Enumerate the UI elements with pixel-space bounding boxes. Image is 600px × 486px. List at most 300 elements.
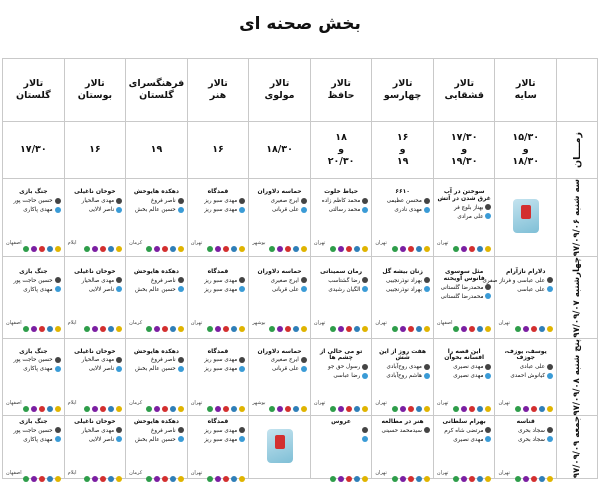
person-icon xyxy=(362,286,368,292)
city-label: کرمان xyxy=(129,399,143,406)
performance-title: قمدگاه xyxy=(207,268,229,276)
performance-cell[interactable] xyxy=(187,338,249,416)
genre-icon xyxy=(338,246,344,252)
day-row xyxy=(3,338,598,416)
performance-cell[interactable] xyxy=(372,338,434,416)
person-icon xyxy=(485,213,491,219)
genre-icon xyxy=(338,476,344,482)
city-label: کرمان xyxy=(129,469,143,476)
genre-icon xyxy=(515,406,521,412)
genre-icon xyxy=(116,246,122,252)
credit-name: مهدی نصیری xyxy=(453,436,484,443)
genre-icon xyxy=(392,246,398,252)
performance-title: تو می خالی از چشم ها xyxy=(319,347,363,362)
credit-name: حسین حاجت پور xyxy=(13,357,53,364)
credit-name: ناصر فروغ xyxy=(151,198,176,204)
credit-line xyxy=(314,286,369,295)
genre-icon xyxy=(400,406,406,412)
person-icon xyxy=(424,373,430,379)
genre-icon xyxy=(277,326,283,332)
performance-title: خوخان ناغیلی xyxy=(74,268,116,276)
pen-icon xyxy=(178,427,184,433)
credit-name: ایرج صغیری xyxy=(270,198,299,204)
pen-icon xyxy=(362,277,368,283)
city-label: بوشهر xyxy=(252,399,266,406)
genre-icon xyxy=(416,476,422,482)
genre-icon xyxy=(285,326,291,332)
city-label: تهران xyxy=(190,240,203,247)
pen-icon xyxy=(239,357,245,363)
credit-line xyxy=(498,372,553,381)
showtime: ۱۸/۳۰ xyxy=(249,122,311,179)
credit-name: محمدرضا گلستانی xyxy=(440,293,484,300)
genre-icon xyxy=(55,326,61,332)
genre-icon xyxy=(469,326,475,332)
credit-line xyxy=(68,206,123,215)
performance-cell[interactable] xyxy=(249,338,311,416)
pen-icon xyxy=(239,427,245,433)
credit-line xyxy=(191,206,246,215)
credit-line xyxy=(314,363,369,372)
genre-icons xyxy=(314,467,369,475)
performance-cell[interactable] xyxy=(64,338,126,416)
hall-name: تالار مولوی xyxy=(249,59,311,122)
credit-name: محمد کاظم زاده xyxy=(321,198,361,204)
person-icon xyxy=(55,436,61,442)
city-label: کرمان xyxy=(129,320,143,327)
genre-icon xyxy=(461,326,467,332)
performance-card xyxy=(495,418,556,477)
person-icon xyxy=(55,366,61,372)
genre-icon xyxy=(392,406,398,412)
credit-line xyxy=(191,197,246,206)
credit-name: ناصر لالایی xyxy=(88,366,115,373)
genre-icon xyxy=(416,326,422,332)
genre-icon xyxy=(539,476,545,482)
page-title: بخش صحنه ای xyxy=(239,14,361,34)
performance-card xyxy=(3,348,64,407)
pen-icon xyxy=(301,277,307,283)
genre-icon xyxy=(55,246,61,252)
genre-icon xyxy=(23,476,29,482)
genre-icon xyxy=(424,476,430,482)
person-icon xyxy=(239,207,245,213)
genre-icon xyxy=(354,406,360,412)
genre-icon xyxy=(346,326,352,332)
performance-cell[interactable] xyxy=(64,416,126,479)
genre-icon xyxy=(92,476,98,482)
person-icon xyxy=(55,286,61,292)
day-row xyxy=(3,257,598,339)
performance-cell[interactable] xyxy=(372,416,434,479)
city-label: اصفهان xyxy=(6,240,22,247)
credit-line xyxy=(375,286,430,295)
performance-card xyxy=(249,188,310,247)
performance-cell[interactable] xyxy=(3,179,65,257)
performance-card xyxy=(249,348,310,407)
city-label: تهران xyxy=(436,399,449,406)
city-label: تهران xyxy=(498,320,510,327)
genre-icon xyxy=(547,326,553,332)
performance-title: هفت روز از این شش xyxy=(379,347,427,362)
performance-cell[interactable] xyxy=(3,338,65,416)
genre-icon xyxy=(146,326,152,332)
genre-icon xyxy=(239,476,245,482)
credit-name: علی عبادی xyxy=(519,364,545,371)
performance-title: یوسف، یوزف، جوزف xyxy=(504,347,547,362)
genre-icon xyxy=(223,406,229,412)
genre-icon xyxy=(424,246,430,252)
genre-icon xyxy=(408,476,414,482)
credit-name: حسین عالم بخش xyxy=(135,286,176,293)
performance-cell[interactable] xyxy=(249,416,311,479)
day-date-cell xyxy=(557,338,598,416)
genre-icon xyxy=(178,406,184,412)
credit-line xyxy=(191,277,246,286)
genre-icon xyxy=(215,406,221,412)
performance-cell[interactable] xyxy=(310,257,372,339)
genre-icon xyxy=(461,246,467,252)
credit-line xyxy=(191,365,246,374)
performance-card xyxy=(188,268,249,327)
genre-icon xyxy=(523,406,529,412)
credit-name: علی قربانی xyxy=(271,207,299,213)
performance-card xyxy=(434,418,495,477)
performance-card xyxy=(65,418,126,477)
credit-line xyxy=(6,277,61,286)
person-icon xyxy=(547,436,553,442)
performance-card xyxy=(126,188,187,247)
genre-icon xyxy=(178,476,184,482)
pen-icon xyxy=(424,198,430,204)
genre-icon xyxy=(330,246,336,252)
performance-cell[interactable] xyxy=(310,179,372,257)
credit-line xyxy=(375,427,430,436)
genre-icon xyxy=(531,476,537,482)
pen-icon xyxy=(362,198,368,204)
person-icon xyxy=(424,286,430,292)
festival-logo xyxy=(267,429,293,463)
credit-name: ایرج صغیری xyxy=(270,357,299,364)
genre-icon xyxy=(301,406,307,412)
credit-line xyxy=(252,277,307,286)
genre-icon xyxy=(515,476,521,482)
performance-cell[interactable] xyxy=(482,257,557,339)
pen-icon xyxy=(547,277,553,283)
performance-card xyxy=(126,418,187,477)
credit-name: سجاد بحری xyxy=(518,427,545,434)
performance-card xyxy=(126,348,187,407)
city-label: تهران xyxy=(190,469,203,476)
credit-name: ناصر فروغ xyxy=(151,277,176,284)
credit-name: حسین حاجت پور xyxy=(13,427,53,434)
credit-name: مهدی سبو ریز xyxy=(204,366,238,373)
credit-name: مهدی صالحیار xyxy=(81,357,115,364)
performance-cell[interactable] xyxy=(310,416,372,479)
performance-cell[interactable] xyxy=(3,416,65,479)
performance-cell[interactable] xyxy=(495,338,557,416)
credit-name: مهدی صالحیار xyxy=(81,198,115,204)
credit-name: بهراد نوذرنجیبی xyxy=(386,277,422,284)
pen-icon xyxy=(485,284,491,290)
credit-line xyxy=(498,427,553,436)
genre-icon xyxy=(477,406,483,412)
genre-icon xyxy=(362,246,368,252)
performance-card xyxy=(311,418,372,477)
credit-name: مهدی سبو ریز xyxy=(204,198,238,204)
pen-icon xyxy=(55,357,61,363)
performance-cell[interactable] xyxy=(249,257,311,339)
city-label: کرمان xyxy=(129,240,143,247)
genre-icon xyxy=(461,476,467,482)
genre-icon xyxy=(547,406,553,412)
credit-name: مهدی صالحیار xyxy=(81,277,115,284)
pen-icon xyxy=(362,364,368,370)
credit-line xyxy=(129,197,184,206)
credit-line xyxy=(68,356,123,365)
genre-icon xyxy=(55,476,61,482)
city-label: تهران xyxy=(375,320,387,327)
performance-cell[interactable] xyxy=(187,416,249,479)
showtime: ۱۷/۳۰ و ۱۹/۳۰ xyxy=(433,122,495,179)
hall-name: تالار هنر xyxy=(187,59,249,122)
person-icon xyxy=(239,436,245,442)
genre-icon xyxy=(239,246,245,252)
performance-card xyxy=(65,268,126,327)
genre-icon xyxy=(301,246,307,252)
credit-line xyxy=(6,365,61,374)
genre-icon xyxy=(531,326,537,332)
credit-name: محمدرضا گلستانی xyxy=(440,284,484,291)
performance-cell[interactable] xyxy=(433,179,495,257)
genre-icon xyxy=(485,246,491,252)
genre-icon xyxy=(485,476,491,482)
day-date: پنج شنبه ۹۷/۰۹/۰۸ xyxy=(572,338,582,416)
person-icon xyxy=(362,436,368,442)
pen-icon xyxy=(116,427,122,433)
showtime: ۱۶ xyxy=(64,122,126,179)
performance-card xyxy=(65,348,126,407)
genre-icon xyxy=(223,476,229,482)
genre-icon xyxy=(477,476,483,482)
person-icon xyxy=(547,373,553,379)
genre-icon xyxy=(23,326,29,332)
performance-title: قمدگاه xyxy=(207,347,229,355)
person-icon xyxy=(239,366,245,372)
genre-icon xyxy=(108,476,114,482)
credit-line xyxy=(6,206,61,215)
genre-icon xyxy=(354,476,360,482)
performance-title: ۶۶۱۰ xyxy=(395,188,410,196)
genre-icon xyxy=(277,246,283,252)
performance-cell[interactable] xyxy=(249,179,311,257)
performance-title: جنگ بازی xyxy=(19,347,48,355)
credit-line xyxy=(437,372,492,381)
performance-cell[interactable] xyxy=(64,257,126,339)
performance-cell[interactable] xyxy=(433,416,495,479)
performance-card xyxy=(188,188,249,247)
performance-card xyxy=(249,418,310,477)
credit-name: محمد رسالتی xyxy=(328,207,361,213)
genre-icon xyxy=(485,326,491,332)
performance-title: خوخان ناغیلی xyxy=(74,417,116,425)
genre-icon xyxy=(146,476,152,482)
credit-line xyxy=(482,277,553,286)
city-label: تهران xyxy=(190,320,203,327)
performance-cell[interactable] xyxy=(187,179,249,257)
performance-cell[interactable] xyxy=(372,257,434,339)
genre-icon xyxy=(416,406,422,412)
hall-name: تالار قشقایی xyxy=(433,59,495,122)
credit-name: ناصر لالایی xyxy=(88,286,115,293)
performance-cell[interactable] xyxy=(187,257,249,339)
genre-icon xyxy=(31,406,37,412)
genre-icon xyxy=(338,406,344,412)
performance-card xyxy=(434,188,495,247)
pen-icon xyxy=(301,357,307,363)
credit-line xyxy=(252,197,307,206)
pen-icon xyxy=(547,364,553,370)
performance-card xyxy=(126,268,187,327)
performance-title: دلارام نازآرام xyxy=(505,268,546,276)
credit-name: علی عباسی و فرناز صفری xyxy=(482,277,545,284)
performance-cell[interactable] xyxy=(126,257,188,339)
credit-name: مهدی پاکاری xyxy=(23,436,53,443)
credit-line xyxy=(314,277,369,286)
city-label: ایلام xyxy=(67,399,77,406)
genre-icon xyxy=(47,246,53,252)
city-label: اصفهان xyxy=(436,320,453,327)
genre-icon xyxy=(108,246,114,252)
performance-cell[interactable] xyxy=(495,416,557,479)
performance-title: خوخان ناغیلی xyxy=(74,347,116,355)
credit-line xyxy=(68,197,123,206)
city-label: تهران xyxy=(498,469,510,476)
credit-line xyxy=(314,372,369,381)
genre-icon xyxy=(207,246,213,252)
hall-name: فرهنگسرای گلستان xyxy=(126,59,188,122)
credit-line xyxy=(252,206,307,215)
pen-icon xyxy=(424,364,430,370)
credit-line xyxy=(375,197,430,206)
credit-name: حسین عالم بخش xyxy=(135,366,176,373)
genre-icon xyxy=(392,476,398,482)
credit-line xyxy=(68,277,123,286)
genre-icon xyxy=(170,246,176,252)
performance-title: قناسه xyxy=(516,417,535,425)
credit-line xyxy=(129,277,184,286)
credit-line xyxy=(252,286,307,295)
performance-title: قمدگاه xyxy=(207,417,229,425)
performance-title: جنگ بازی xyxy=(19,188,48,196)
genre-icon xyxy=(31,246,37,252)
credit-name: مهدی سبو ریز xyxy=(204,286,238,293)
performance-title: حیاط خلوت xyxy=(324,188,359,196)
credit-line xyxy=(129,365,184,374)
genre-icon xyxy=(231,326,237,332)
performance-cell[interactable] xyxy=(495,179,557,257)
credit-name: کیانوش احمدی xyxy=(510,373,545,380)
person-icon xyxy=(485,373,491,379)
performance-cell[interactable] xyxy=(64,179,126,257)
city-label: ایلام xyxy=(67,320,77,327)
performance-cell[interactable] xyxy=(310,338,372,416)
genre-icon xyxy=(293,406,299,412)
performance-card xyxy=(311,268,372,327)
genre-icon xyxy=(92,326,98,332)
credit-name: حسین عالم بخش xyxy=(135,436,176,443)
performance-title: حماسه دلاوران xyxy=(257,188,302,196)
genre-icon xyxy=(23,406,29,412)
performance-cell[interactable] xyxy=(126,179,188,257)
performance-cell[interactable] xyxy=(433,257,495,339)
genre-icon xyxy=(469,406,475,412)
hall-header-row xyxy=(3,59,598,122)
genre-icon xyxy=(453,476,459,482)
genre-icon xyxy=(207,326,213,332)
genre-icon xyxy=(92,406,98,412)
city-label: تهران xyxy=(498,399,510,406)
genre-icon xyxy=(408,326,414,332)
time-row xyxy=(3,122,598,179)
person-icon xyxy=(116,207,122,213)
performance-title: مثل سوسوی فانوس آویخته xyxy=(443,268,485,282)
genre-icon xyxy=(84,326,90,332)
credit-line xyxy=(498,436,553,445)
city-label: ایلام xyxy=(67,469,77,476)
performance-title: عروس xyxy=(331,417,351,425)
genre-icon xyxy=(154,326,160,332)
performance-card xyxy=(482,268,556,327)
pen-icon xyxy=(547,427,553,433)
genre-icon xyxy=(485,406,491,412)
city-label: بوشهر xyxy=(252,320,266,327)
genre-icon xyxy=(453,326,459,332)
genre-icon xyxy=(408,406,414,412)
credit-line xyxy=(437,427,492,436)
credit-line xyxy=(498,363,553,372)
genre-icon xyxy=(116,406,122,412)
credit-line xyxy=(437,204,492,213)
time-header xyxy=(557,122,598,179)
genre-icon xyxy=(223,326,229,332)
credit-line xyxy=(437,363,492,372)
performance-cell[interactable] xyxy=(372,179,434,257)
performance-cell[interactable] xyxy=(3,257,65,339)
person-icon xyxy=(116,286,122,292)
credit-line xyxy=(129,206,184,215)
person-icon xyxy=(178,286,184,292)
genre-icon xyxy=(23,246,29,252)
performance-cell[interactable] xyxy=(433,338,495,416)
performance-cell[interactable] xyxy=(126,416,188,479)
credit-line xyxy=(191,286,246,295)
person-icon xyxy=(301,366,307,372)
schedule-table xyxy=(2,58,598,479)
genre-icon xyxy=(547,476,553,482)
credit-line xyxy=(252,365,307,374)
performance-cell[interactable] xyxy=(126,338,188,416)
credit-line xyxy=(437,436,492,445)
genre-icon xyxy=(346,406,352,412)
genre-icon xyxy=(330,326,336,332)
credit-name: ناصر فروغ xyxy=(151,357,176,364)
pen-icon xyxy=(239,198,245,204)
pen-icon xyxy=(301,198,307,204)
genre-icon xyxy=(31,326,37,332)
city-label: اصفهان xyxy=(6,320,22,327)
credit-line xyxy=(314,427,369,436)
